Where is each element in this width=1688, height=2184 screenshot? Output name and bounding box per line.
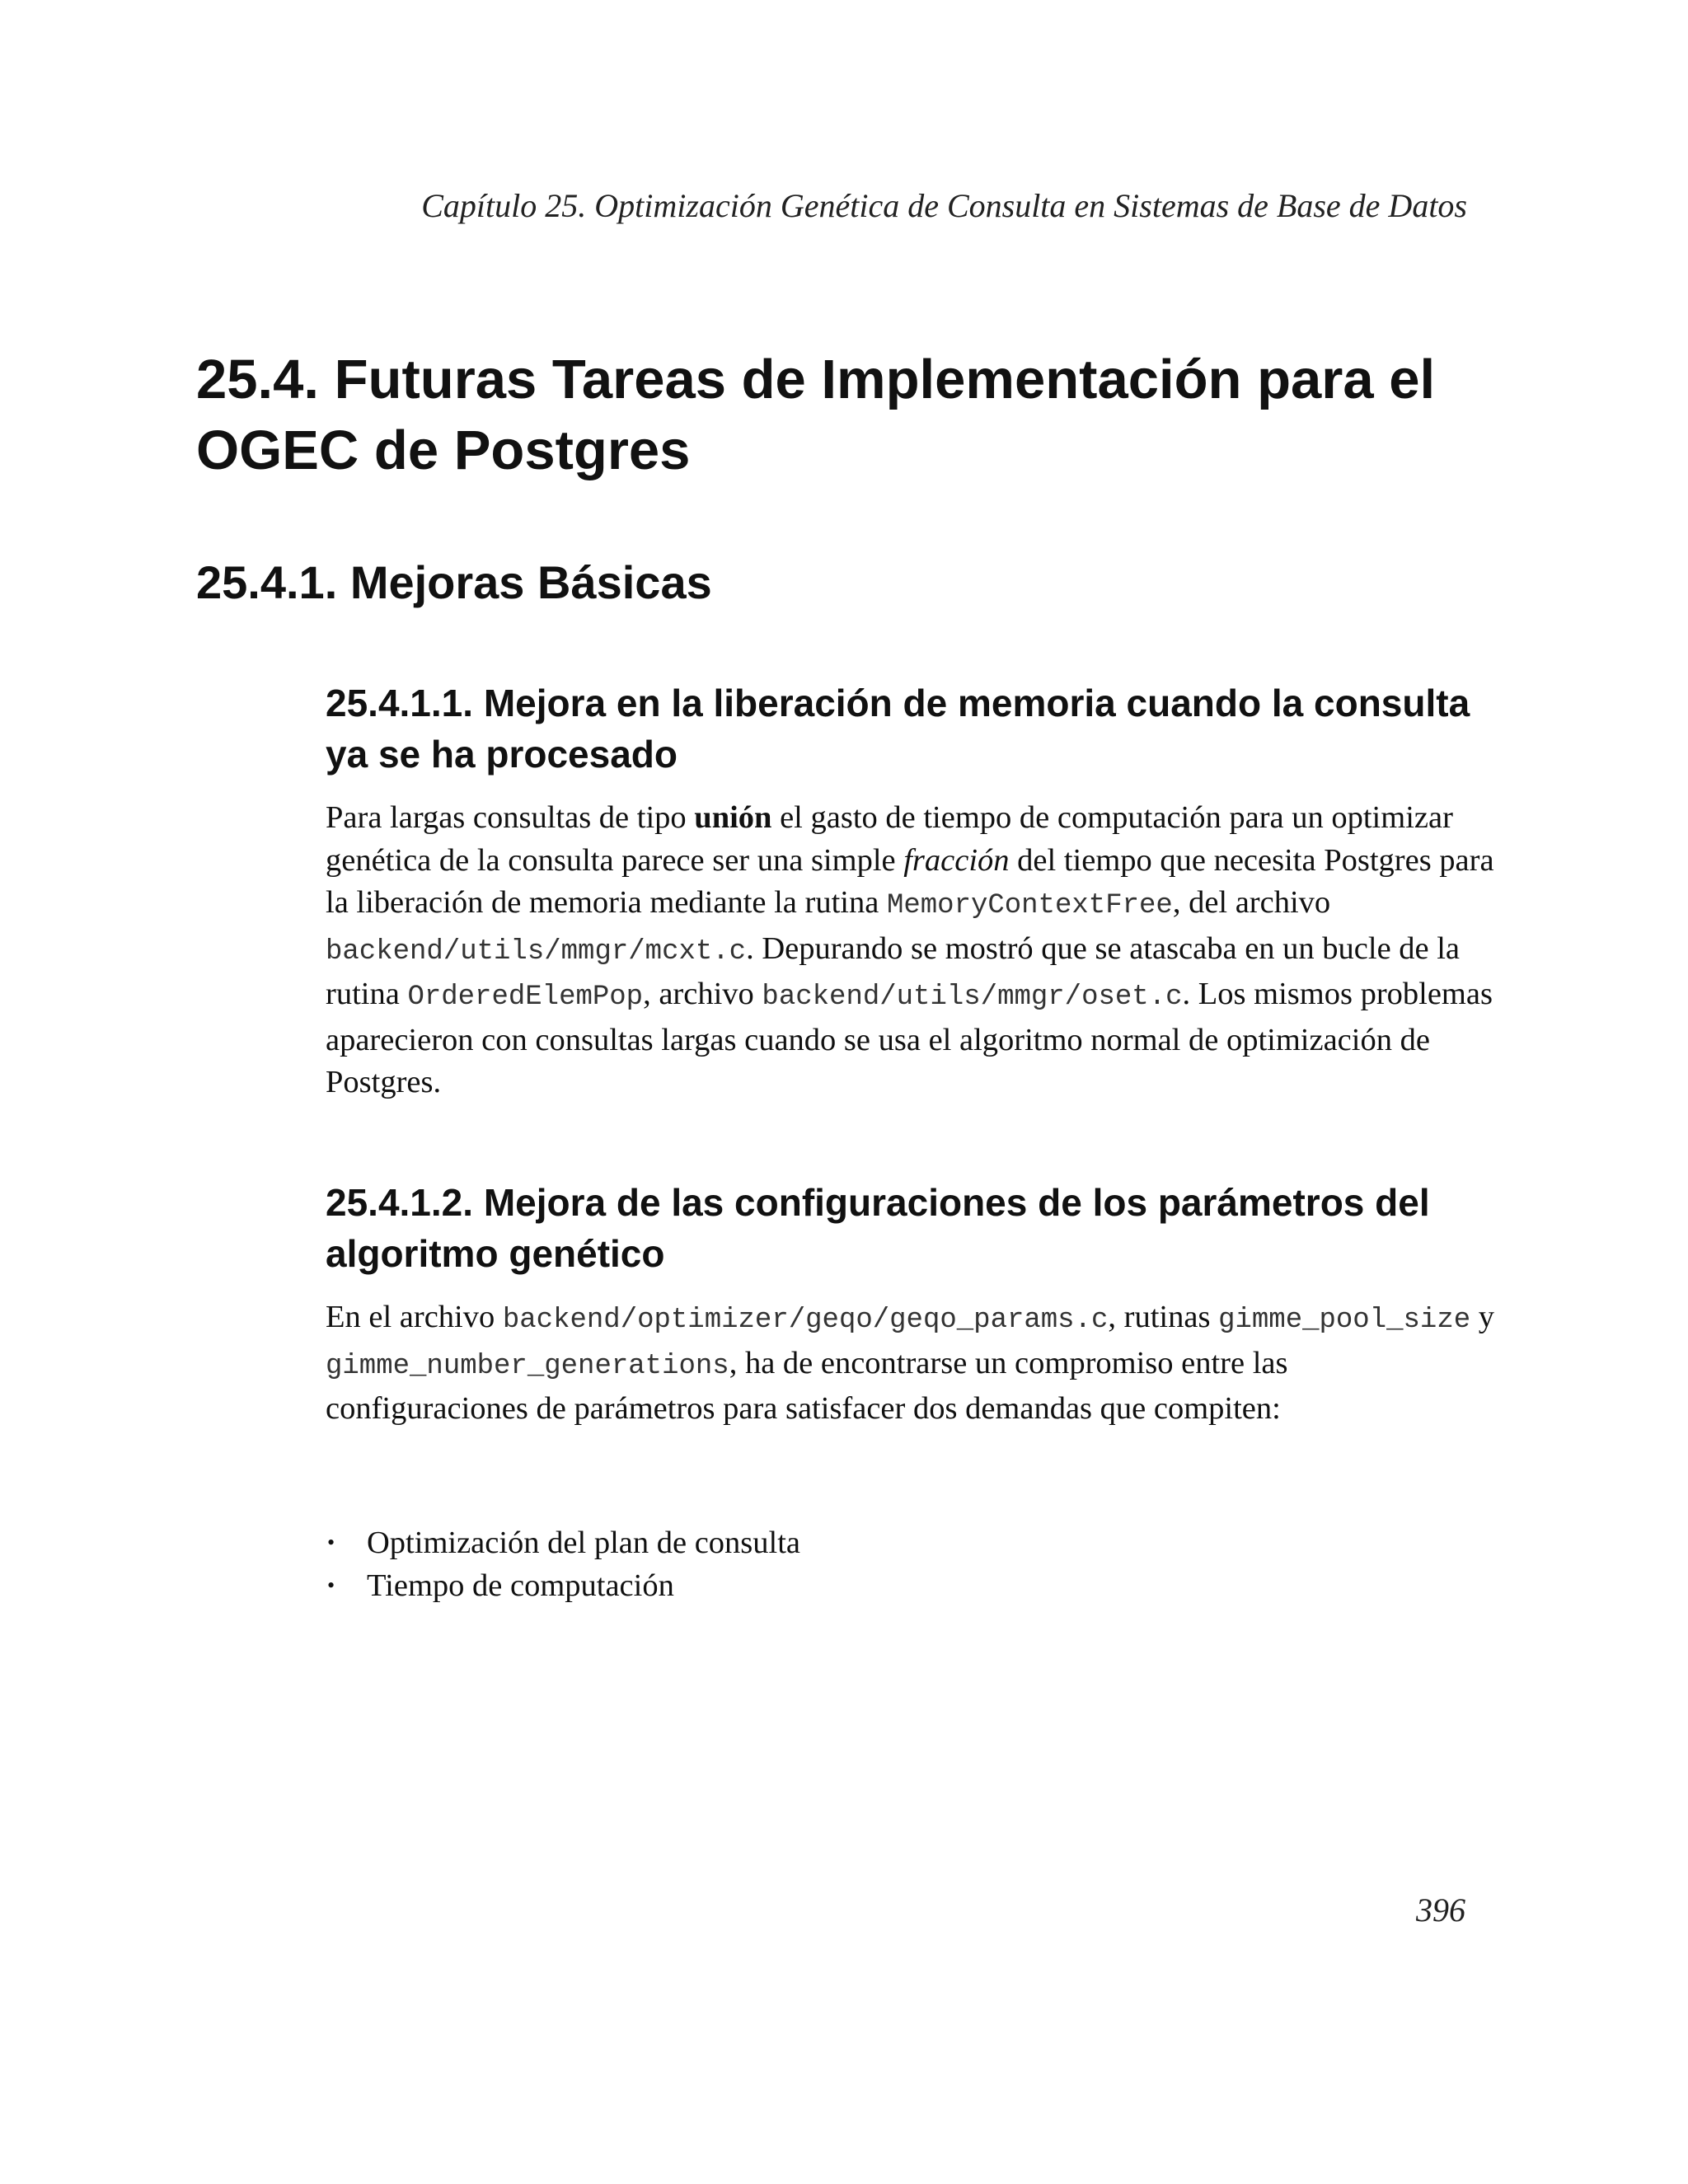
subsubsection-title-memory: 25.4.1.1. Mejora en la liberación de memoria cuando la consulta ya se ha procesado: [326, 682, 1470, 776]
text-run: Para largas consultas de tipo: [326, 800, 695, 835]
paragraph-parameters: [326, 1296, 1496, 1431]
bullet-icon: •: [327, 1573, 335, 1597]
text-run: , archivo: [643, 977, 762, 1011]
bold-term: unión: [694, 800, 772, 835]
italic-term: fracción: [903, 842, 1010, 878]
code-file-path: backend/utils/mmgr/oset.c: [762, 982, 1183, 1013]
code-file-path: backend/utils/mmgr/mcxt.c: [326, 935, 747, 968]
list-item-text: Tiempo de computación: [367, 1568, 674, 1603]
text-run: , ha de encontrarse un compromiso entre las configuraciones de parámetros para satisfacer dos demandas que compiten:: [326, 1345, 1288, 1426]
code-routine-name: gimme_pool_size: [1218, 1305, 1471, 1336]
section-title: 25.4. Futuras Tareas de Implementación para el OGEC de Postgres: [196, 349, 1436, 481]
bullet-icon: •: [327, 1530, 335, 1554]
code-routine-name: OrderedElemPop: [407, 982, 644, 1013]
list-item: [326, 1521, 1496, 1564]
code-routine-name: MemoryContextFree: [886, 890, 1173, 921]
text-run: el gasto de tiempo de computación para un optimizar genética de la consulta parece ser una simple: [326, 800, 1453, 878]
page-number: 396: [1416, 1891, 1465, 1929]
list-item: [326, 1564, 1496, 1607]
bullet-list: [326, 1521, 1496, 1607]
running-head: Capítulo 25. Optimización Genética de Consulta en Sistemas de Base de Datos: [421, 187, 1467, 224]
text-run: En el archivo: [326, 1300, 503, 1334]
text-run: , del archivo: [1172, 885, 1331, 920]
code-file-path: backend/optimizer/geqo/geqo_params.c: [502, 1305, 1109, 1336]
text-run: . Los mismos problemas aparecieron con consultas largas cuando se usa el algoritmo normal de optimización de Postgres.: [326, 977, 1493, 1099]
text-run: , rutinas: [1108, 1300, 1219, 1334]
subsection-title: 25.4.1. Mejoras Básicas: [196, 556, 712, 608]
text-run: del tiempo que necesita Postgres para la liberación de memoria mediante la rutina: [326, 842, 1494, 920]
text-run: y: [1470, 1300, 1495, 1334]
paragraph-memory: [326, 797, 1496, 1104]
code-routine-name: gimme_number_generations: [326, 1350, 729, 1382]
subsubsection-title-parameters: 25.4.1.2. Mejora de las configuraciones de los parámetros del algoritmo genético: [326, 1181, 1430, 1275]
text-run: . Depurando se mostró que se atascaba en un bucle de la rutina: [326, 930, 1461, 1011]
list-item-text: Optimización del plan de consulta: [367, 1526, 801, 1560]
